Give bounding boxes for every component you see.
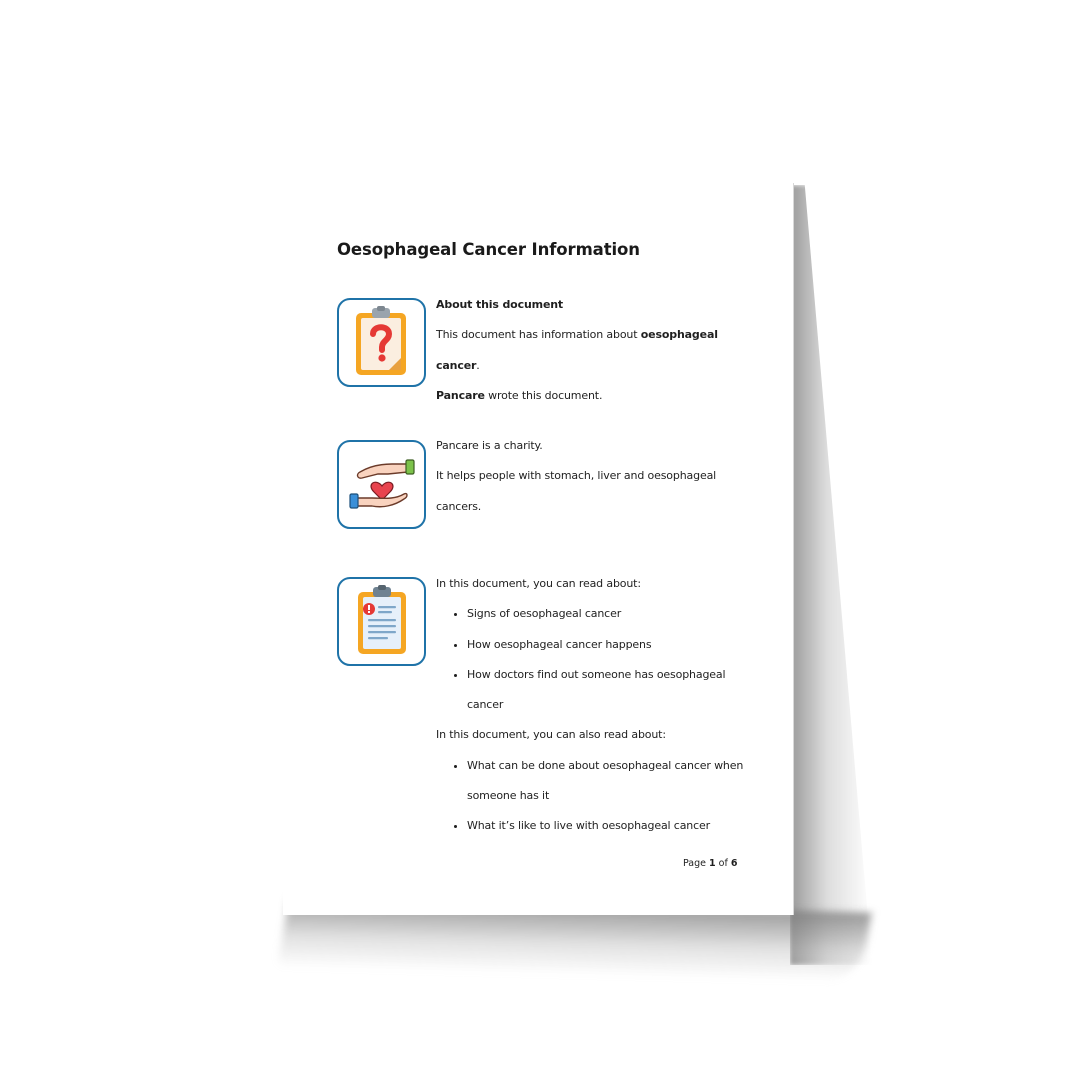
about-line2-bold: Pancare	[436, 388, 485, 402]
list-item	[467, 660, 756, 721]
about-line1-bold-a: oesophageal	[640, 328, 718, 342]
contents-list2	[436, 751, 756, 842]
charity-line2: It helps people with stomach, liver and oesophageal	[436, 469, 717, 483]
page-label: Page	[683, 858, 710, 869]
paper-shadow-right	[790, 185, 872, 965]
about-section-text	[436, 290, 756, 411]
contents-list1	[436, 599, 756, 720]
about-line1-bold-b: cancer	[436, 358, 477, 372]
hands-heart-icon	[337, 440, 426, 529]
clipboard-alert-icon	[337, 577, 426, 666]
list-item	[467, 630, 756, 660]
about-line1	[436, 320, 756, 350]
about-line2	[436, 381, 756, 411]
clipboard-question-icon	[337, 298, 426, 387]
list-item-text: • What can be done about oesophageal cancer when	[467, 758, 744, 772]
list-item-text-cont: cancer	[467, 698, 504, 712]
document-title: Oesophageal Cancer Information	[337, 240, 640, 259]
charity-section-text	[436, 431, 756, 522]
contents-section-text	[436, 569, 756, 842]
about-line1-cont	[436, 351, 756, 381]
about-line2-rest: wrote this document.	[484, 388, 603, 402]
list-item-text: • Signs of oesophageal cancer	[467, 607, 622, 621]
list-item-text: • What it’s like to live with oesophageal cancer	[467, 819, 711, 833]
page-number	[683, 858, 737, 869]
about-line1-suffix: .	[476, 358, 480, 372]
contents-intro1: In this document, you can read about:	[436, 577, 641, 590]
page-current: 1	[709, 858, 716, 869]
charity-line1: Pancare is a charity.	[436, 439, 543, 452]
page-of: of	[715, 858, 731, 869]
list-item	[467, 811, 756, 841]
list-item	[467, 599, 756, 629]
about-line1-prefix: This document has information about	[436, 328, 641, 342]
about-heading: About this document	[436, 298, 564, 311]
list-item-text-cont: someone has it	[467, 789, 550, 803]
charity-line3: cancers.	[436, 499, 482, 513]
list-item	[467, 751, 756, 812]
list-item-text: • How oesophageal cancer happens	[467, 637, 652, 651]
contents-intro2: In this document, you can also read about:	[436, 728, 666, 742]
page-total: 6	[730, 858, 738, 869]
list-item-text: • How doctors find out someone has oesophageal	[467, 667, 726, 681]
